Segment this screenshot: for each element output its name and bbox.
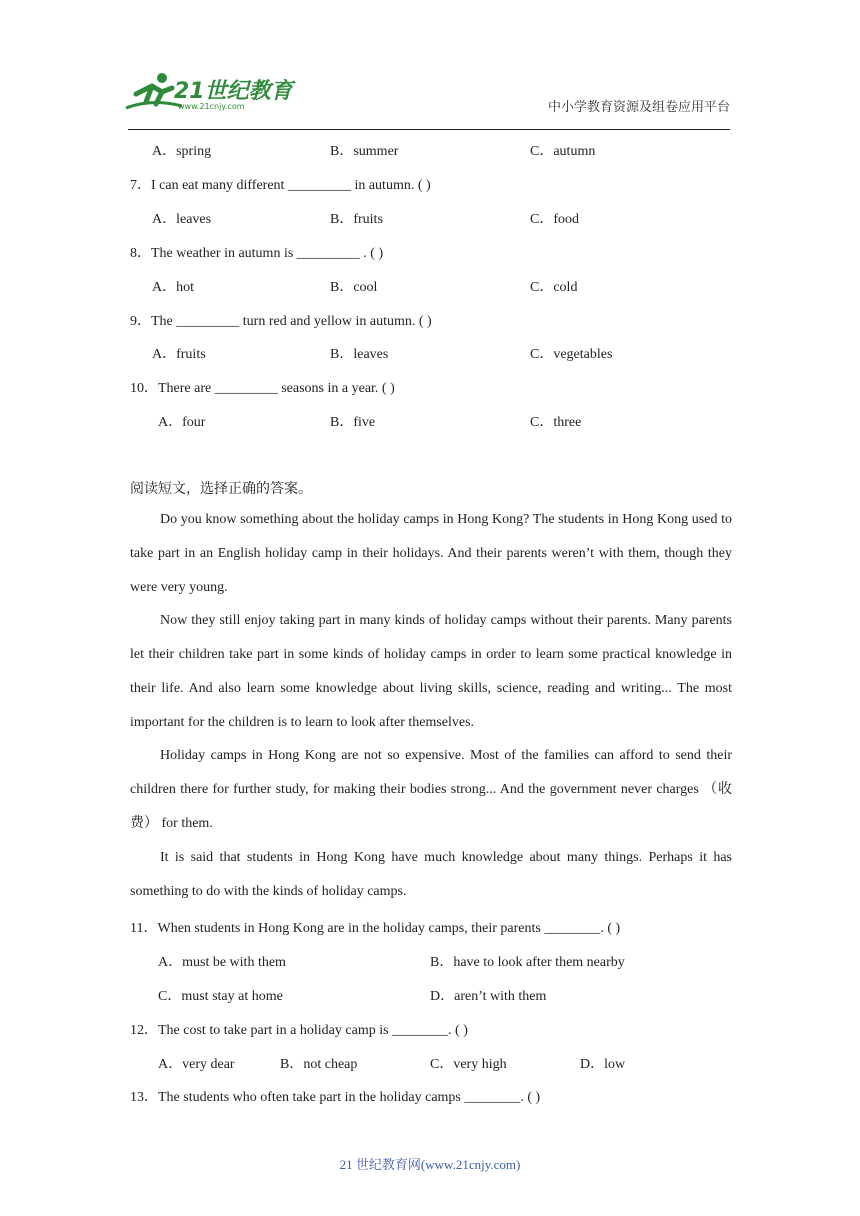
question-stem: 12．The cost to take part in a holiday camp is ________. ( ): [130, 1023, 468, 1038]
option-b: B．leaves: [330, 347, 389, 362]
option-a: A．very dear: [158, 1057, 235, 1072]
logo-text: 21世纪教育: [174, 79, 293, 104]
option-c: C．food: [530, 212, 579, 227]
option-d: D．low: [580, 1057, 626, 1072]
question-stem: 13．The students who often take part in the holiday camps ________. ( ): [130, 1090, 541, 1105]
option-d: D．aren’t with them: [430, 989, 547, 1004]
question-stem: 11．When students in Hong Kong are in the holiday camps, their parents ________. ( ): [130, 921, 621, 936]
platform-title: 中小学教育资源及组卷应用平台: [547, 100, 730, 115]
option-b: B．five: [330, 415, 376, 430]
header-divider: [128, 129, 730, 130]
option-b: B．fruits: [330, 212, 383, 227]
option-c: C．three: [530, 415, 582, 430]
passage-paragraph: Now they still enjoy taking part in many kinds of holiday camps without their parents. Many parents let their children take part in some kinds of holiday camps in order to learn some practical knowledge in their life. And also learn some knowledge about living skills, science, reading and writing... The most important for the children is to learn to look after themselves.: [130, 613, 732, 730]
logo-url: www.21cnjy.com: [178, 102, 245, 111]
option-b: B．cool: [330, 280, 378, 295]
footer-source: 21 世纪教育网(www.21cnjy.com): [339, 1157, 521, 1172]
option-a: A．hot: [152, 280, 194, 295]
option-c: C．must stay at home: [158, 989, 283, 1004]
option-c: C．very high: [430, 1057, 507, 1072]
q6-option-b: B．summer: [330, 144, 399, 159]
passage-paragraph: Holiday camps in Hong Kong are not so expensive. Most of the families can afford to send their children there for further study, for making their bodies strong... And the government never charges （收费） for them.: [130, 748, 732, 831]
logo: [122, 68, 292, 116]
option-a: A．leaves: [152, 212, 212, 227]
question-stem: 7．I can eat many different _________ in autumn. ( ): [130, 178, 431, 193]
question-stem: 10．There are _________ seasons in a year. ( ): [130, 381, 395, 396]
option-a: A．fruits: [152, 347, 206, 362]
passage-paragraph: Do you know something about the holiday camps in Hong Kong? The students in Hong Kong used to take part in an English holiday camp in their holidays. And their parents weren’t with them, though they were very young.: [130, 512, 732, 595]
option-c: C．cold: [530, 280, 578, 295]
reading-instruction: 阅读短文，选择正确的答案。: [130, 481, 312, 497]
option-b: B．have to look after them nearby: [430, 955, 625, 970]
question-stem: 8．The weather in autumn is _________ . ( ): [130, 246, 384, 261]
q6-option-a: A．spring: [152, 144, 212, 159]
question-stem: 9．The _________ turn red and yellow in autumn. ( ): [130, 314, 432, 329]
q6-option-c: C．autumn: [530, 144, 596, 159]
option-a: A．four: [158, 415, 206, 430]
passage-paragraph: It is said that students in Hong Kong have much knowledge about many things. Perhaps it has something to do with the kinds of holiday camps.: [130, 850, 732, 899]
option-c: C．vegetables: [530, 347, 613, 362]
option-a: A．must be with them: [158, 955, 286, 970]
option-b: B．not cheap: [280, 1057, 358, 1072]
